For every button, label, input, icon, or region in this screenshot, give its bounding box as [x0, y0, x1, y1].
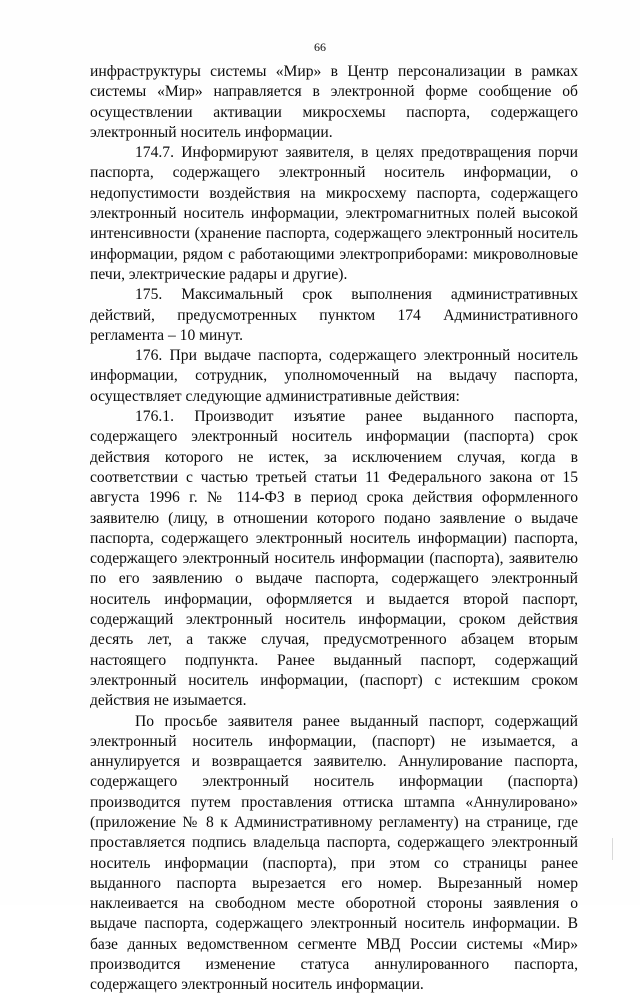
- paragraph: 174.7. Информируют заявителя, в целях предотвращения порчи паспорта, содержащего электронный носитель информации, о недопустимости воздействия на микросхему паспорта, содержащего электронный носитель информации, электромагнитных полей высокой интенсивности (хранение паспорта, содержащего электронный носитель информации, рядом с работающими электроприборами: микроволновые печи, электрические радары и другие).: [90, 144, 578, 283]
- paragraph: инфраструктуры системы «Мир» в Центр персонализации в рамках системы «Мир» направляется в электронной форме сообщение об осуществлении активации микросхемы паспорта, содержащего электронный носитель информации.: [90, 63, 578, 141]
- document-body: [90, 62, 578, 996]
- page-number: 66: [314, 40, 326, 54]
- paragraph: По просьбе заявителя ранее выданный паспорт, содержащий электронный носитель информации, (паспорт) не изымается, а аннулируется и возвращается заявителю. Аннулирование паспорта, содержащего электронный носитель информации (паспорта) производится путем проставления оттиска штампа «Аннулировано» (приложение № 8 к Административному регламенту) на странице, где проставляется подпись владельца паспорта, содержащего электронный носитель информации (паспорта), при этом со страницы ранее выданного паспорта вырезается его номер. Вырезанный номер наклеивается на свободном месте оборотной стороны заявления о выдаче паспорта, содержащего электронный носитель информации. В базе данных ведомственном сегменте МВД России системы «Мир» производится изменение статуса аннулированного паспорта, содержащего электронный носитель информации.: [90, 712, 578, 994]
- paragraph: 176.1. Производит изъятие ранее выданного паспорта, содержащего электронный носитель информации (паспорта) срок действия которого не истек, за исключением случая, когда в соответствии с частью третьей статьи 11 Федерального закона от 15 августа 1996 г. № 114-ФЗ в период срока действия оформленного заявителю (лицу, в отношении которого подано заявление о выдаче паспорта, содержащего электронный носитель информации) паспорта, содержащего электронный носитель информации (паспорта), заявителю по его заявлению о выдаче паспорта, содержащего электронный носитель информации, оформляется и выдается второй паспорт, содержащий электронный носитель информации, сроком действия десять лет, а также случая, предусмотренного абзацем вторым настоящего подпункта. Ранее выданный паспорт, содержащий электронный носитель информации, (паспорт) с истекшим сроком действия не изымается.: [90, 408, 578, 710]
- paragraph: 175. Максимальный срок выполнения административных действий, предусмотренных пунктом 174 Административного регламента – 10 минут.: [90, 286, 578, 344]
- scan-artifact: [612, 838, 613, 860]
- paragraph: 176. При выдаче паспорта, содержащего электронный носитель информации, сотрудник, уполномоченный на выдачу паспорта, осуществляет следующие административные действия:: [90, 347, 578, 405]
